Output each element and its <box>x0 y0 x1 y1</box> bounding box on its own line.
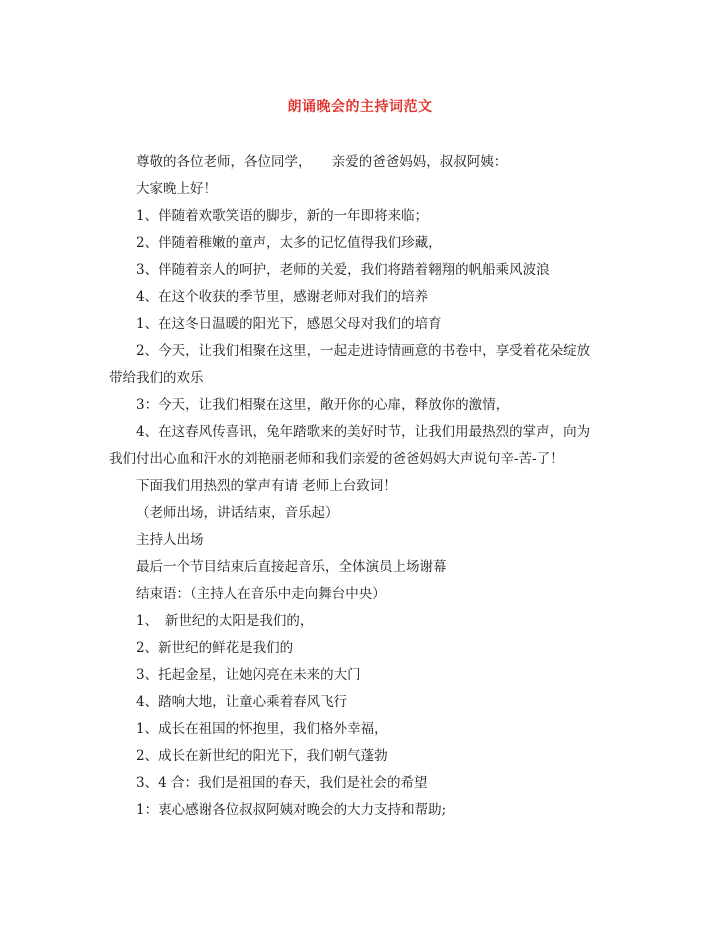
paragraph-line: 大家晚上好！ <box>136 181 217 197</box>
paragraph-line: 带给我们的欢乐 <box>109 370 204 386</box>
paragraph-line: 1、 新世纪的太阳是我们的， <box>136 613 314 629</box>
paragraph-line: 2、成长在新世纪的阳光下，我们朝气蓬勃 <box>136 748 388 764</box>
paragraph-line: 3、4 合：我们是祖国的春天，我们是社会的希望 <box>136 775 428 791</box>
document-body <box>109 149 619 824</box>
paragraph-line: 尊敬的各位老师，各位同学， 亲爱的爸爸妈妈，叔叔阿姨： <box>136 154 508 170</box>
paragraph-line: 1：衷心感谢各位叔叔阿姨对晚会的大力支持和帮助; <box>136 802 447 818</box>
paragraph-line: 下面我们用热烈的掌声有请 老师上台致词！ <box>136 478 397 494</box>
paragraph-line: 最后一个节目结束后直接起音乐，全体演员上场谢幕 <box>136 559 447 575</box>
paragraph-line: 4、在这春风传喜讯，兔年踏歌来的美好时节，让我们用最热烈的掌声，向为 <box>136 424 591 440</box>
paragraph-line: 主持人出场 <box>136 532 204 548</box>
paragraph-line: 我们付出心血和汗水的刘艳丽老师和我们亲爱的爸爸妈妈大声说句辛-苦-了！ <box>109 451 564 467</box>
paragraph-line: 2、伴随着稚嫩的童声，太多的记忆值得我们珍藏， <box>136 235 442 251</box>
paragraph-line: 2、今天，让我们相聚在这里，一起走进诗情画意的书卷中，享受着花朵绽放 <box>136 343 591 359</box>
paragraph-line: 4、在这个收获的季节里，感谢老师对我们的培养 <box>136 289 429 305</box>
paragraph-line: 1、伴随着欢歌笑语的脚步，新的一年即将来临； <box>136 208 429 224</box>
paragraph-line: 结束语：（主持人在音乐中走向舞台中央） <box>136 586 386 602</box>
paragraph-line: 2、新世纪的鲜花是我们的 <box>136 640 294 656</box>
paragraph-line: （老师出场，讲话结束，音乐起） <box>136 505 339 521</box>
paragraph-line: 3、伴随着亲人的呵护，老师的关爱，我们将踏着翱翔的帆船乘风波浪 <box>136 262 550 278</box>
paragraph-line: 1、在这冬日温暖的阳光下，感恩父母对我们的培育 <box>136 316 442 332</box>
paragraph-line: 4、踏响大地，让童心乘着春风飞行 <box>136 694 348 710</box>
document-title: 朗诵晚会的主持词范文 <box>287 99 433 115</box>
paragraph-line: 3、托起金星，让她闪亮在未来的大门 <box>136 667 361 683</box>
paragraph-line: 3：今天，让我们相聚在这里，敞开你的心扉，释放你的激情， <box>136 397 510 413</box>
paragraph-line: 1、成长在祖国的怀抱里，我们格外幸福， <box>136 721 388 737</box>
